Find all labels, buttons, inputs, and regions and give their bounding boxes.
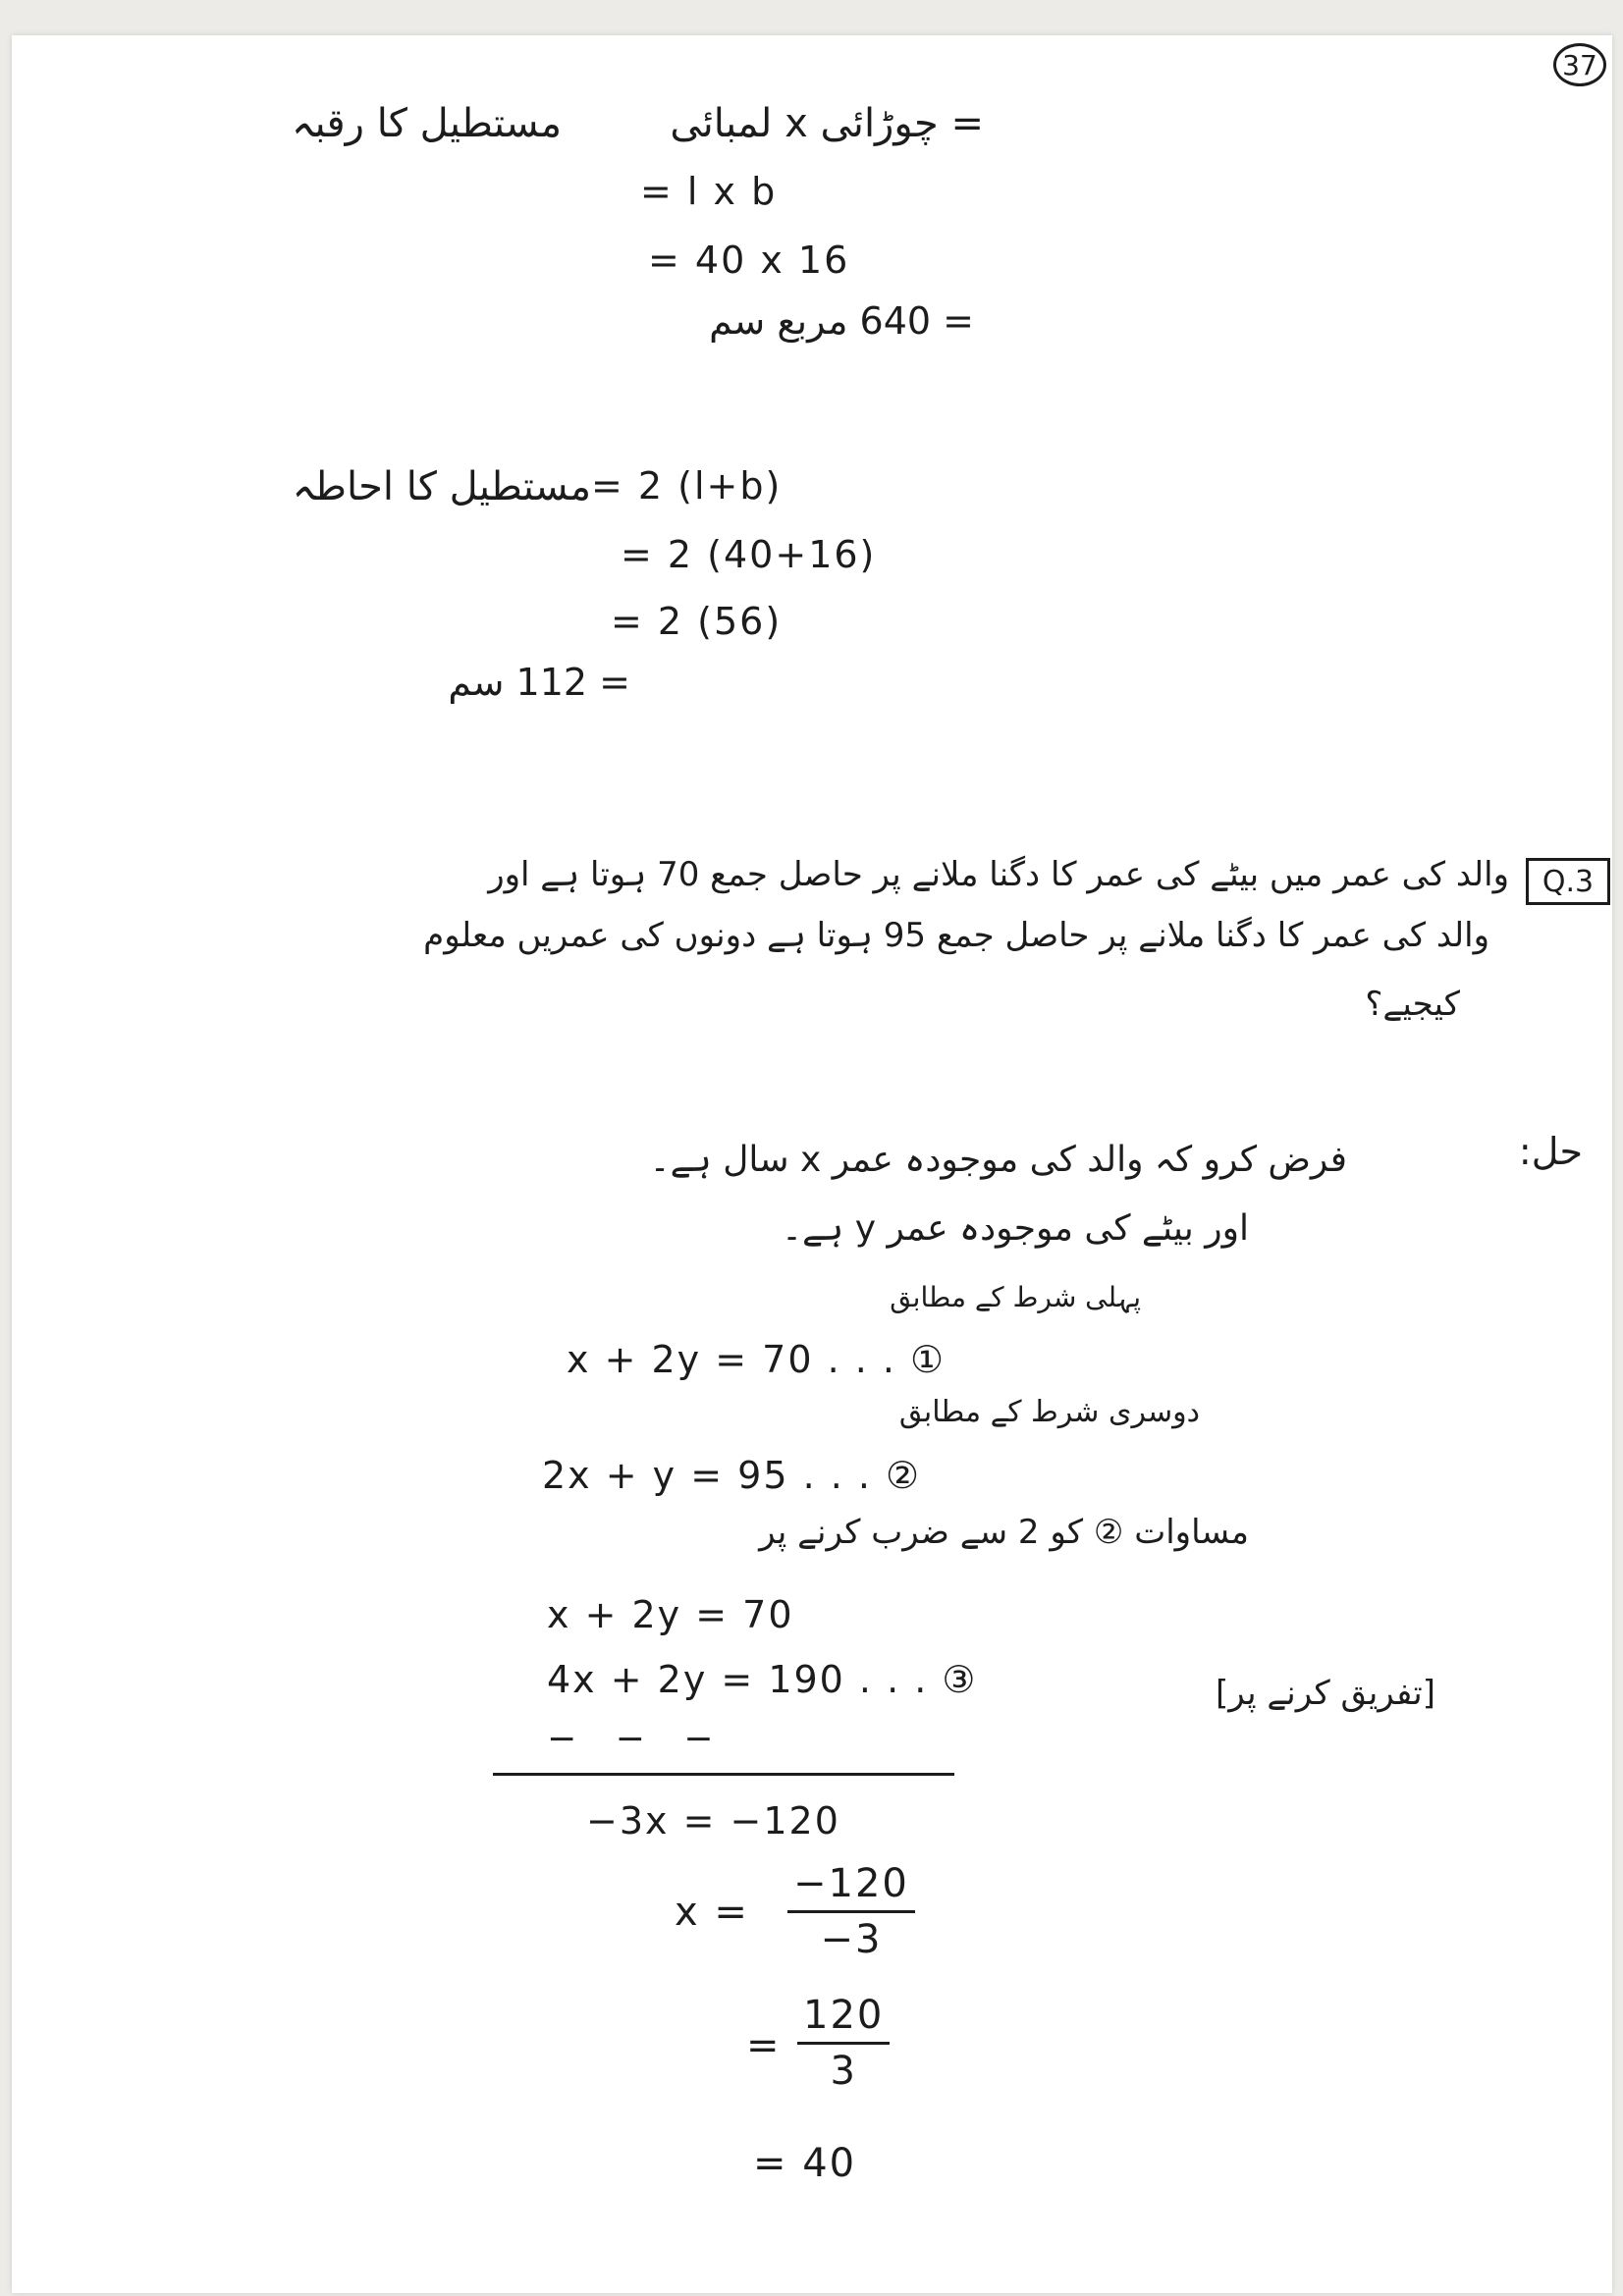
perimeter-result: = 112 سم <box>448 661 630 704</box>
equation-2: 2x + y = 95 . . . ② <box>542 1454 922 1497</box>
notebook-page <box>12 35 1612 2293</box>
perimeter-step-2: = 2 (56) <box>611 600 783 643</box>
question-label: Q.3 <box>1526 858 1610 905</box>
assume-line-1: فرض کرو کہ والد کی موجودہ عمر x سال ہے۔ <box>649 1140 1347 1180</box>
subtract-note: [تفریق کرنے پر] <box>1216 1674 1435 1713</box>
question-line-1: والد کی عمر میں بیٹے کی عمر کا دگنا ملانے پر حاصل جمع 70 ہوتا ہے اور <box>488 855 1509 894</box>
solution-label: حل: <box>1518 1130 1583 1173</box>
perimeter-label: مستطیل کا احاطہ <box>292 464 591 509</box>
area-result: = 640 مربع سم <box>709 299 974 343</box>
x-equals: x = <box>675 1890 749 1935</box>
area-formula: = چوڑائی x لمبائی <box>670 101 984 146</box>
assume-line-2: اور بیٹے کی موجودہ عمر y ہے۔ <box>781 1208 1249 1249</box>
perimeter-step-1: = 2 (40+16) <box>621 533 877 576</box>
question-line-3: کیجیے؟ <box>1365 985 1460 1024</box>
question-line-2: والد کی عمر کا دگنا ملانے پر حاصل جمع 95 ہوتا ہے دونوں کی عمریں معلوم <box>423 916 1489 955</box>
fraction-2-numerator: 120 <box>797 1993 890 2045</box>
fraction-1-denominator: −3 <box>820 1917 883 1962</box>
fraction-1-numerator: −120 <box>787 1861 915 1913</box>
condition-1-label: پہلی شرط کے مطابق <box>890 1281 1141 1313</box>
equation-3: 4x + 2y = 190 . . . ③ <box>547 1658 978 1701</box>
page-number: 37 <box>1553 43 1606 86</box>
fraction-2 <box>797 1993 890 2094</box>
equation-1: x + 2y = 70 . . . ① <box>567 1338 947 1381</box>
area-step-1: = l x b <box>640 170 778 213</box>
area-step-2: = 40 x 16 <box>648 239 850 282</box>
fraction-2-denominator: 3 <box>830 2049 857 2094</box>
subtraction-signs: − − − <box>547 1719 728 1759</box>
area-label: مستطیل کا رقبہ <box>292 101 562 146</box>
subtraction-line <box>493 1773 954 1776</box>
equals-sign: = <box>746 2023 782 2068</box>
fraction-1 <box>787 1861 915 1962</box>
final-answer: = 40 <box>753 2141 857 2186</box>
equation-1-repeat: x + 2y = 70 <box>547 1593 794 1636</box>
condition-2-label: دوسری شرط کے مطابق <box>898 1395 1200 1429</box>
result-line-1: −3x = −120 <box>586 1799 840 1842</box>
perimeter-formula: = 2 (l+b) <box>591 464 783 507</box>
multiply-note: مساوات ② کو 2 سے ضرب کرنے پر <box>759 1513 1249 1552</box>
